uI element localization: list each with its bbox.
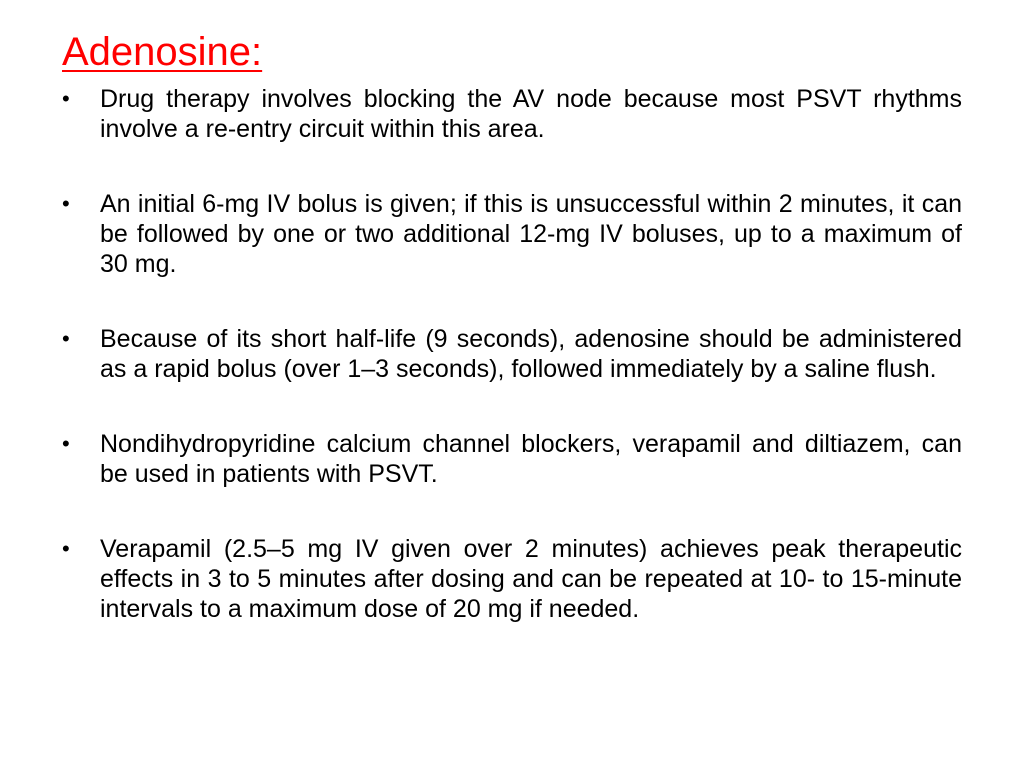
bullet-item-2 — [62, 189, 962, 279]
bullet-icon: • — [62, 536, 70, 561]
bullet-text: Drug therapy involves blocking the AV node because most PSVT rhythms involve a re-entry circuit within this area. — [100, 85, 962, 143]
bullet-icon: • — [62, 431, 70, 456]
bullet-list — [62, 84, 962, 669]
bullet-icon: • — [62, 191, 70, 216]
bullet-icon: • — [62, 326, 70, 351]
bullet-text: Nondihydropyridine calcium channel blockers, verapamil and diltiazem, can be used in patients with PSVT. — [100, 430, 962, 488]
bullet-text: Because of its short half-life (9 seconds), adenosine should be administered as a rapid bolus (over 1–3 seconds), followed immediately by a saline flush. — [100, 325, 962, 383]
bullet-icon: • — [62, 86, 70, 111]
bullet-item-4 — [62, 429, 962, 489]
bullet-item-1 — [62, 84, 962, 144]
bullet-item-3 — [62, 324, 962, 384]
bullet-text: An initial 6-mg IV bolus is given; if this is unsuccessful within 2 minutes, it can be followed by one or two additional 12-mg IV boluses, up to a maximum of 30 mg. — [100, 190, 962, 278]
bullet-item-5 — [62, 534, 962, 624]
bullet-text: Verapamil (2.5–5 mg IV given over 2 minutes) achieves peak therapeutic effects in 3 to 5 minutes after dosing and can be repeated at 10- to 15-minute intervals to a maximum dose of 20 mg if needed. — [100, 535, 962, 623]
slide-title: Adenosine: — [62, 30, 263, 74]
